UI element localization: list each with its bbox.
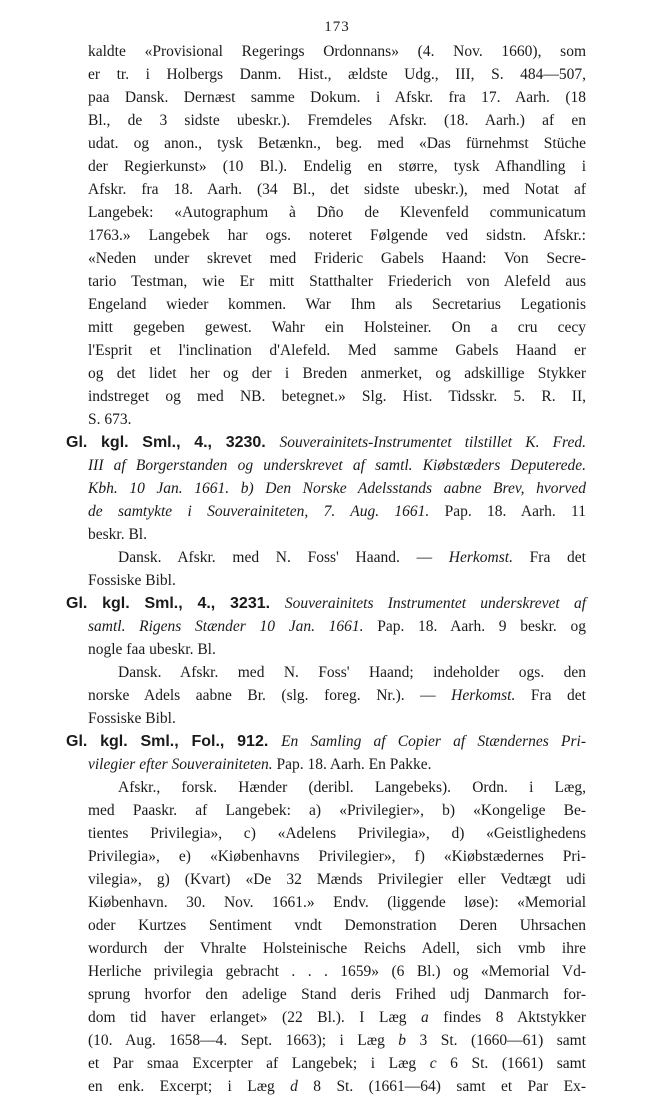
text-line [88, 845, 586, 868]
text-line [88, 40, 586, 63]
text-segment: Privilegia», e) «Kiøbenhavns Privilegier», f) «Kiøbstædernes Pri- [88, 848, 586, 865]
text-segment: oder Kurtzes Sentiment vndt Demonstration Deren Uhrsachen [88, 917, 586, 934]
italic-text: Herkomst. [451, 687, 516, 704]
text-line [88, 776, 586, 799]
text-segment: 6 St. (1661) samt [436, 1055, 586, 1072]
body-text [66, 40, 586, 1098]
italic-text: a [421, 1009, 429, 1026]
text-segment: en enk. Excerpt; i Læg [88, 1078, 291, 1095]
text-segment: Fossiske Bibl. [88, 710, 176, 727]
text-segment: Afskr. fra 18. Aarh. (34 Bl., det sidste ubeskr.), med Notat af [88, 181, 586, 198]
italic-text: En Samling af Copier af Stændernes Pri- [281, 733, 586, 750]
text-segment: sprung hvorfor den adelige Stand deris Frihed udj Danmarch for- [88, 986, 586, 1003]
text-segment: S. 673. [88, 411, 132, 428]
text-line [88, 891, 586, 914]
text-segment: indstreget og med NB. betegnet.» Slg. Hist. Tidsskr. 5. R. II, [88, 388, 586, 405]
text-segment: vilegia», g) (Kvart) «De 32 Mænds Privilegier eller Vedtægt udi [88, 871, 586, 888]
document-page [66, 14, 586, 1098]
italic-text: d [290, 1078, 298, 1095]
text-segment: «Neden under skrevet med Frideric Gabels Haand: Von Secre- [88, 250, 586, 267]
text-line [88, 523, 586, 546]
text-line [88, 201, 586, 224]
text-segment: Pap. 18. Aarh. En Pakke. [272, 756, 432, 773]
text-line [66, 730, 586, 753]
text-segment: er tr. i Holbergs Danm. Hist., ældste Udg., III, S. 484—507, [88, 66, 586, 83]
text-line [88, 960, 586, 983]
text-line [88, 937, 586, 960]
entry-heading: Gl. kgl. Sml., Fol., 912. [66, 733, 282, 750]
text-line [88, 247, 586, 270]
text-segment: Langebek: «Autographum à Dño de Klevenfeld communicatum [88, 204, 586, 221]
text-segment: Afskr., forsk. Hænder (deribl. Langebeks). Ordn. i Læg, [118, 779, 586, 796]
text-segment: Fra det [512, 549, 586, 566]
text-segment: Pap. 18. Aarh. 9 beskr. og [363, 618, 586, 635]
text-line [88, 753, 586, 776]
text-segment: Herliche privilegia gebracht . . . 1659» (6 Bl.) og «Memorial Vd- [88, 963, 586, 980]
italic-text: III af Borgerstanden og underskrevet af samtl. Kiøbstæders Deputerede. [88, 457, 586, 474]
text-line [88, 983, 586, 1006]
text-segment: og det lidet her og der i Breden anmerket, og adskillige Stykker [88, 365, 586, 382]
text-line [88, 224, 586, 247]
text-line [88, 638, 586, 661]
italic-text: b [398, 1032, 407, 1049]
text-segment: udat. og anon., tysk Betænkn., beg. med «Das fürnehmst Stüche [88, 135, 586, 152]
text-segment: Engeland wieder kommen. War Ihm als Secretarius Legationis [88, 296, 586, 313]
italic-text: Souverainitets Instrumentet underskrevet af [284, 595, 586, 612]
text-line [88, 293, 586, 316]
text-line [88, 178, 586, 201]
text-line [88, 408, 586, 431]
text-segment: paa Dansk. Dernæst samme Dokum. i Afskr. fra 17. Aarh. (18 [88, 89, 586, 106]
text-line [88, 86, 586, 109]
text-segment: der Regierkunst» (10 Bl.). Endelig en større, tysk Afhandling i [88, 158, 586, 175]
text-segment: Dansk. Afskr. med N. Foss' Haand; indeholder ogs. den [118, 664, 586, 681]
text-segment: mitt gegeben gewest. Wahr ein Holsteiner. On a cru cecy [88, 319, 586, 336]
italic-text: vilegier efter Souverainiteten. [88, 756, 273, 773]
text-line [88, 339, 586, 362]
text-segment: Kiøbenhavn. 30. Nov. 1661.» Endv. (liggende løse): «Memorial [88, 894, 586, 911]
italic-text: Souverainitets-Instrumentet tilstillet K. Fred. [279, 434, 586, 451]
text-segment: Fra det [515, 687, 586, 704]
text-line [88, 500, 586, 523]
text-segment: beskr. Bl. [88, 526, 147, 543]
text-line [88, 270, 586, 293]
text-segment: norske Adels aabne Br. (slg. foreg. Nr.). — [88, 687, 452, 704]
text-segment: tientes Privilegia», c) «Adelens Privilegia», d) «Geistlighedens [88, 825, 586, 842]
italic-text: samtl. Rigens Stænder 10 Jan. 1661. [88, 618, 364, 635]
text-segment: Fossiske Bibl. [88, 572, 176, 589]
text-line [88, 155, 586, 178]
text-segment: Dansk. Afskr. med N. Foss' Haand. — [118, 549, 449, 566]
text-line [88, 362, 586, 385]
entry-heading: Gl. kgl. Sml., 4., 3231. [66, 595, 285, 612]
text-segment: 3 St. (1660—61) samt [406, 1032, 586, 1049]
text-line [88, 1052, 586, 1075]
text-line [88, 385, 586, 408]
text-line [88, 477, 586, 500]
text-segment: et Par smaa Excerpter af Langebek; i Læg [88, 1055, 430, 1072]
text-line [88, 615, 586, 638]
text-segment: 8 St. (1661—64) samt et Par Ex- [297, 1078, 586, 1095]
text-line [88, 63, 586, 86]
text-segment: wordurch der Vhralte Holsteinische Reichs Adell, sich vmb ihre [88, 940, 586, 957]
text-segment: l'Esprit et l'inclination d'Alefeld. Med samme Gabels Haand er [88, 342, 586, 359]
text-line [88, 109, 586, 132]
text-segment: nogle faa ubeskr. Bl. [88, 641, 216, 658]
text-segment: Bl., de 3 sidste ubeskr.). Fremdeles Afskr. (18. Aarh.) af en [88, 112, 586, 129]
text-segment: Pap. 18. Aarh. 11 [429, 503, 586, 520]
text-segment: med Paaskr. af Langebek: a) «Privilegier», b) «Kongelige Be- [88, 802, 586, 819]
text-segment: (10. Aug. 1658—4. Sept. 1663); i Læg [88, 1032, 399, 1049]
text-line [88, 661, 586, 684]
text-line [88, 1075, 586, 1098]
text-line [66, 592, 586, 615]
text-line [88, 707, 586, 730]
text-segment: kaldte «Provisional Regerings Ordonnans» (4. Nov. 1660), som [88, 43, 586, 60]
italic-text: Herkomst. [448, 549, 513, 566]
text-segment: dom tid haver erlanget» (22 Bl.). I Læg [88, 1009, 422, 1026]
text-line [88, 822, 586, 845]
text-segment: tario Testman, wie Er mitt Statthalter Friederich von Alefeld aus [88, 273, 586, 290]
text-line [88, 868, 586, 891]
text-segment: findes 8 Aktstykker [428, 1009, 586, 1026]
italic-text: c [429, 1055, 437, 1072]
text-line [88, 569, 586, 592]
text-line [88, 546, 586, 569]
page-number: 173 [324, 19, 350, 35]
text-segment: 1763.» Langebek har ogs. noteret Følgende ved sidstn. Afskr.: [88, 227, 586, 244]
text-line [88, 914, 586, 937]
entry-heading: Gl. kgl. Sml., 4., 3230. [66, 434, 280, 451]
text-line [88, 799, 586, 822]
text-line [88, 316, 586, 339]
text-line [66, 431, 586, 454]
text-line [88, 1006, 586, 1029]
italic-text: Kbh. 10 Jan. 1661. b) Den Norske Adelsstands aabne Brev, hvorved [88, 480, 586, 497]
text-line [88, 1029, 586, 1052]
text-line [88, 454, 586, 477]
text-line [88, 132, 586, 155]
italic-text: de samtykte i Souverainiteten, 7. Aug. 1661. [88, 503, 430, 520]
text-line [88, 684, 586, 707]
